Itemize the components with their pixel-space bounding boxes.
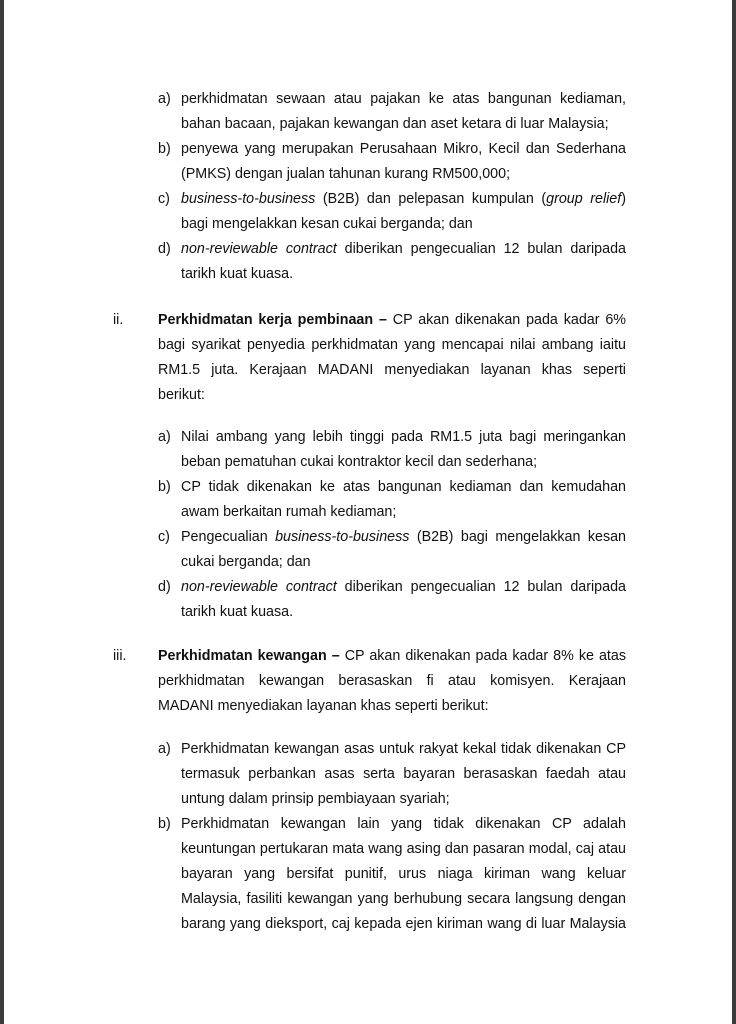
list-item-line: Nilai ambang yang lebih tinggi pada RM1.5 juta bagi meringankan [181,429,626,445]
list-label: d) [158,579,171,595]
text-span: (B2B) bagi mengelakkan kesan [409,529,627,545]
list-item-line [181,190,626,208]
list-item-line [181,578,626,596]
paragraph-line: bagi syarikat penyedia perkhidmatan yang mencapai nilai ambang iaitu [158,337,626,353]
list-item-line: tarikh kuat kuasa. [181,604,294,620]
list-label: d) [158,241,171,257]
list-item-line: untung dalam prinsip pembiayaan syariah; [181,791,450,807]
paragraph-line [158,647,626,665]
italic-term: business-to-business [275,529,410,545]
list-item-line: cukai berganda; dan [181,554,311,570]
list-item-line: bagi mengelakkan kesan cukai berganda; dan [181,216,473,232]
paragraph-line: perkhidmatan kewangan berasaskan fi atau komisyen. Kerajaan [158,673,626,689]
paragraph-line: MADANI menyediakan layanan khas seperti berikut: [158,698,489,714]
section-heading: Perkhidmatan kewangan – [158,648,340,664]
list-item-line: (PMKS) dengan jualan tahunan kurang RM500,000; [181,166,511,182]
list-item-line: Malaysia, fasiliti kewangan yang berhubung secara langsung dengan [181,891,626,907]
italic-term: group relief [546,191,622,207]
section-heading: Perkhidmatan kerja pembinaan – [158,312,387,328]
text-span: Pengecualian [181,529,276,545]
list-item-line: barang yang dieksport, caj kepada ejen kiriman wang di luar Malaysia [181,916,626,932]
list-item-line: tarikh kuat kuasa. [181,266,294,282]
section-numeral: ii. [113,312,124,328]
italic-term: business-to-business [181,191,316,207]
text-span: ) [621,191,626,207]
list-label: b) [158,479,171,495]
list-item-line: perkhidmatan sewaan atau pajakan ke atas bangunan kediaman, [181,91,626,107]
list-item-line: awam berkaitan rumah kediaman; [181,504,397,520]
list-item-line: CP tidak dikenakan ke atas bangunan kediaman dan kemudahan [181,479,626,495]
list-label: c) [158,191,170,207]
italic-term: non-reviewable contract [181,579,337,595]
list-item-line: beban pematuhan cukai kontraktor kecil dan sederhana; [181,454,538,470]
list-label: b) [158,141,171,157]
list-label: c) [158,529,170,545]
text-span: CP akan dikenakan pada kadar 6% [386,312,626,328]
list-item-line: keuntungan pertukaran mata wang asing dan pasaran modal, caj atau [181,841,626,857]
list-item-line: Perkhidmatan kewangan asas untuk rakyat kekal tidak dikenakan CP [181,741,626,757]
list-item-line: bayaran yang bersifat punitif, urus niaga kiriman wang keluar [181,866,626,882]
list-item-line: bahan bacaan, pajakan kewangan dan aset ketara di luar Malaysia; [181,116,609,132]
list-label: b) [158,816,171,832]
list-item-line: Perkhidmatan kewangan lain yang tidak dikenakan CP adalah [181,816,626,832]
list-label: a) [158,429,171,445]
list-item-line [181,240,626,258]
text-span: diberikan pengecualian 12 bulan daripada [336,241,626,257]
paragraph-line: RM1.5 juta. Kerajaan MADANI menyediakan layanan khas seperti [158,362,626,378]
paragraph-line: berikut: [158,387,205,403]
text-span: (B2B) dan pelepasan kumpulan ( [315,191,547,207]
text-span: CP akan dikenakan pada kadar 8% ke atas [339,648,626,664]
list-item-line: termasuk perbankan asas serta bayaran berasaskan faedah atau [181,766,626,782]
list-item-line: penyewa yang merupakan Perusahaan Mikro, Kecil dan Sederhana [181,141,626,157]
section-numeral: iii. [113,648,127,664]
list-label: a) [158,91,171,107]
text-span: diberikan pengecualian 12 bulan daripada [336,579,626,595]
list-item-line [181,528,626,546]
italic-term: non-reviewable contract [181,241,337,257]
list-label: a) [158,741,171,757]
paragraph-line [158,311,626,329]
